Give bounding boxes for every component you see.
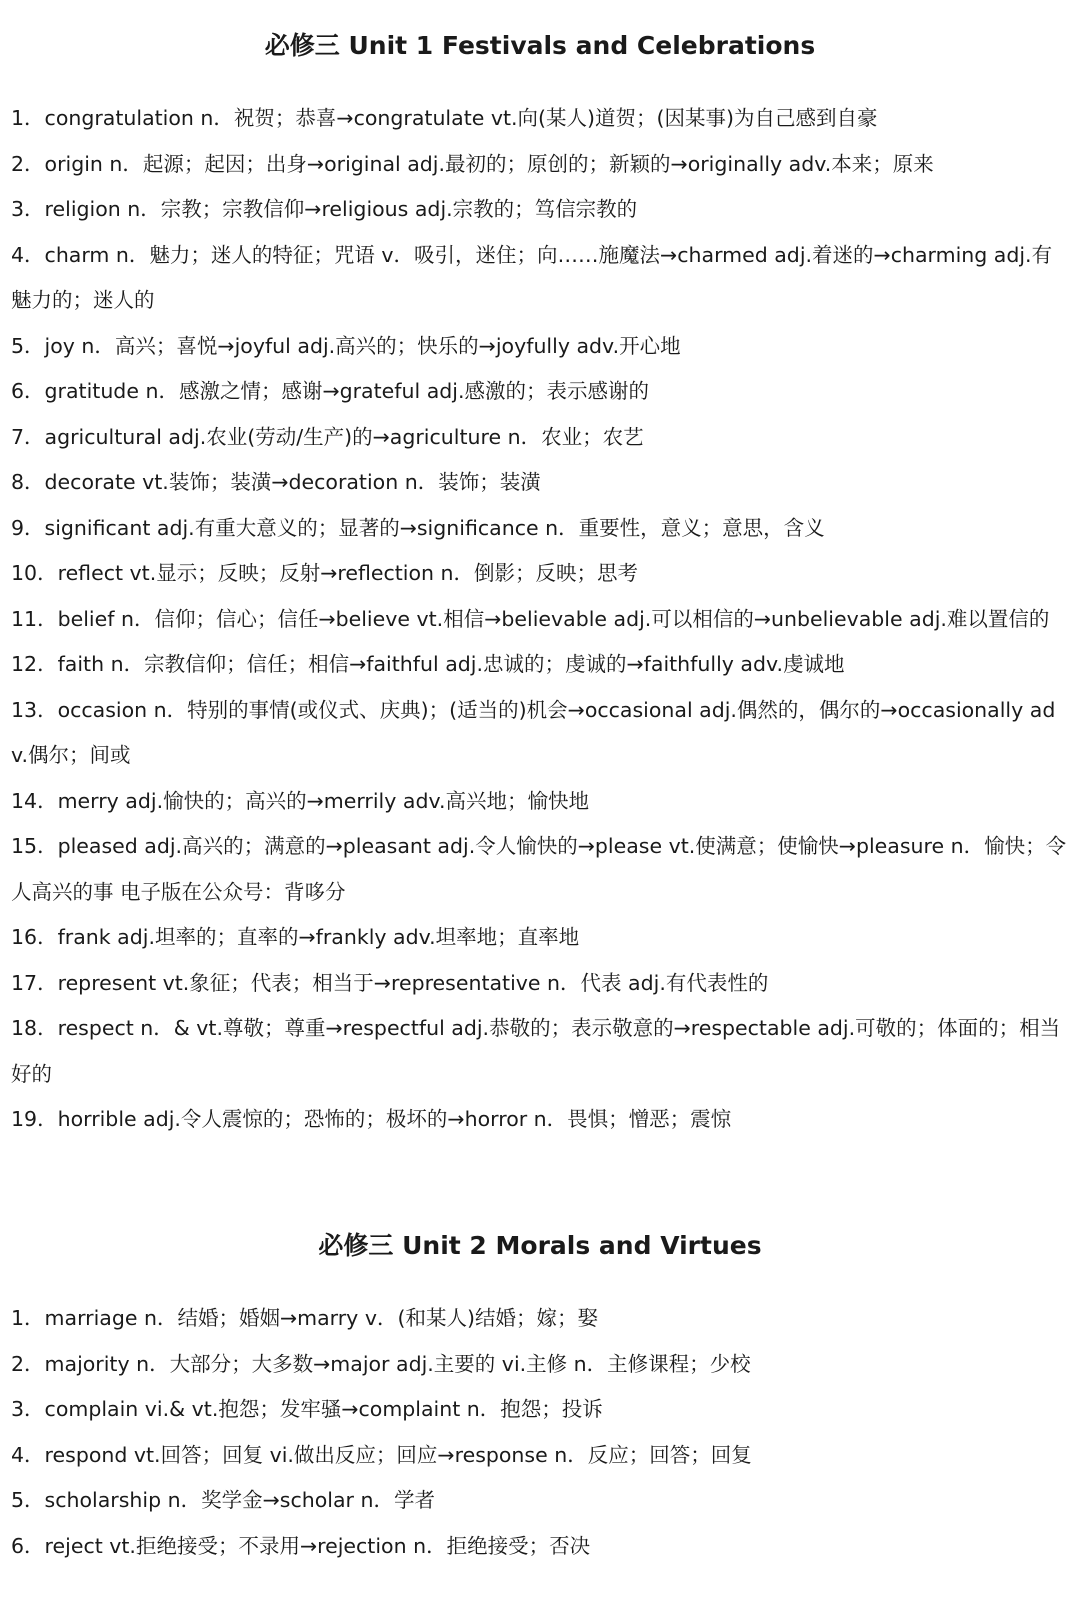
vocab-item: 4．charm n．魅力；迷人的特征；咒语 v．吸引，迷住；向……施魔法→charmed adj.着迷的→charming adj.有魅力的；迷人的 xyxy=(11,242,1053,312)
vocab-item: 15．pleased adj.高兴的；满意的→pleasant adj.令人愉快的→please vt.使满意；使愉快→pleasure n．愉快；令人高兴的事 电子版在公众号：背哆分 xyxy=(11,834,1067,904)
vocab-item: 1．congratulation n．祝贺；恭喜→congratulate vt.向(某人)道贺；(因某事)为自己感到自豪 xyxy=(11,106,878,130)
vocab-item: 7．agricultural adj.农业(劳动/生产)的→agriculture n．农业；农艺 xyxy=(11,424,644,449)
vocab-item: 2．majority n．大部分；大多数→major adj.主要的 vi.主修 n．主修课程；少校 xyxy=(11,1351,751,1376)
vocab-item: 12．faith n．宗教信仰；信任；相信→faithful adj.忠诚的；虔诚的→faithfully adv.虔诚地 xyxy=(11,652,845,676)
vocab-item: 19．horrible adj.令人震惊的；恐怖的；极坏的→horror n．畏惧；憎恶；震惊 xyxy=(11,1107,732,1131)
unit-2-title: 必修三 Unit 2 Morals and Virtues xyxy=(318,1231,762,1260)
vocab-item: 17．represent vt.象征；代表；相当于→representative n．代表 adj.有代表性的 xyxy=(11,970,769,995)
vocab-item: 9．significant adj.有重大意义的；显著的→significance n．重要性，意义；意思，含义 xyxy=(11,515,825,540)
vocab-item: 5．scholarship n．奖学金→scholar n．学者 xyxy=(11,1488,435,1512)
vocab-item: 6．reject vt.拒绝接受；不录用→rejection n．拒绝接受；否决 xyxy=(11,1533,591,1558)
vocab-item: 3．complain vi.& vt.抱怨；发牢骚→complaint n．抱怨；投诉 xyxy=(11,1397,603,1421)
vocab-item: 3．religion n．宗教；宗教信仰→religious adj.宗教的；笃信宗教的 xyxy=(11,197,638,221)
vocab-item: 14．merry adj.愉快的；高兴的→merrily adv.高兴地；愉快地 xyxy=(11,788,590,813)
vocab-item: 13．occasion n．特别的事情(或仪式、庆典)；(适当的)机会→occasional adj.偶然的，偶尔的→occasionally adv.偶尔；间或 xyxy=(11,697,1056,767)
vocab-item: 1．marriage n．结婚；婚姻→marry v．(和某人)结婚；嫁；娶 xyxy=(11,1306,598,1330)
vocab-item: 8．decorate vt.装饰；装潢→decoration n．装饰；装潢 xyxy=(11,470,541,494)
vocab-item: 16．frank adj.坦率的；直率的→frankly adv.坦率地；直率地 xyxy=(11,925,580,949)
vocab-item: 2．origin n．起源；起因；出身→original adj.最初的；原创的；新颖的→originally adv.本来；原来 xyxy=(11,151,934,176)
vocab-item: 6．gratitude n．感激之情；感谢→grateful adj.感激的；表示感谢的 xyxy=(11,379,649,403)
unit-1-vocabulary-list xyxy=(11,96,1067,1143)
unit-2-vocabulary-list xyxy=(11,1296,1067,1569)
vocab-item: 5．joy n．高兴；喜悦→joyful adj.高兴的；快乐的→joyfully adv.开心地 xyxy=(11,333,681,358)
vocab-item: 18．respect n．& vt.尊敬；尊重→respectful adj.恭敬的；表示敬意的→respectable adj.可敬的；体面的；相当好的 xyxy=(11,1016,1061,1086)
vocab-item: 11．belief n．信仰；信心；信任→believe vt.相信→believable adj.可以相信的→unbelievable adj.难以置信的 xyxy=(11,606,1050,631)
vocab-item: 10．reflect vt.显示；反映；反射→reflection n．倒影；反映；思考 xyxy=(11,561,639,585)
unit-1-title: 必修三 Unit 1 Festivals and Celebrations xyxy=(264,31,816,60)
vocab-item: 4．respond vt.回答；回复 vi.做出反应；回应→response n．反应；回答；回复 xyxy=(11,1442,752,1467)
